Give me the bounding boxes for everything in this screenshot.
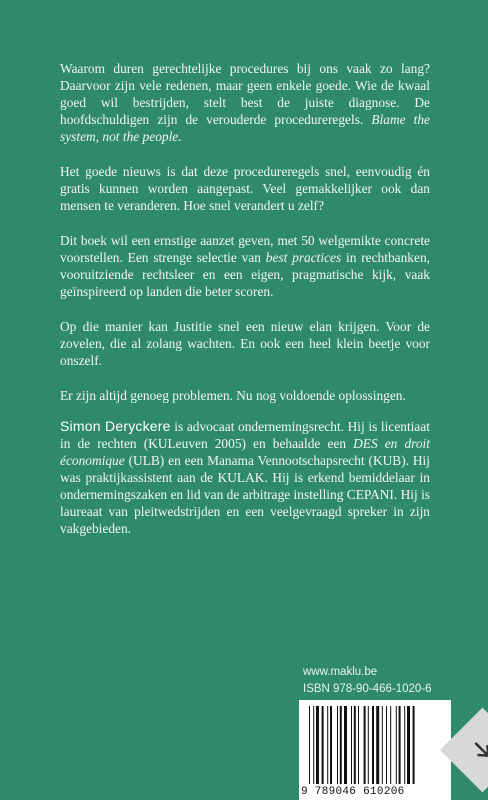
barcode-bar (340, 706, 342, 784)
barcode-bar (351, 706, 352, 784)
barcode-bar (358, 706, 359, 784)
barcode-bar (322, 706, 324, 784)
barcode-bar (399, 706, 401, 784)
isbn-label: ISBN 978-90-466-1020-6 (303, 683, 432, 695)
corner-arrow-icon (464, 732, 488, 769)
blurb-paragraph-4: Op die manier kan Justitie snel een nieuw elan krijgen. Voor de zovelen, die al zolang wachten. En ook een heel klein beetje voor onszelf. (60, 319, 430, 368)
publisher-url: www.maklu.be (303, 666, 378, 678)
barcode-bar (368, 706, 369, 784)
author-bio (60, 418, 430, 537)
barcode-bar (364, 706, 366, 784)
barcode-bar (382, 706, 383, 784)
blurb (60, 60, 430, 404)
barcode-bar (316, 706, 319, 784)
barcode-bar (330, 706, 332, 784)
author-name: Simon Deryckere (60, 418, 171, 434)
blurb-paragraph-3: Dit boek wil een ernstige aanzet geven, met 50 welgemikte concrete voorstellen. Een strenge selectie van best practices in rechtbanken, vooruitziende rechtsleer en een eigen, pragmatische kijk, vaak geïnspireerd op landen die beter scoren. (60, 233, 430, 299)
barcode-bar (309, 706, 310, 784)
blurb-italic-quote: Blame the system, not the people. (60, 112, 430, 144)
author-degree-italic: DES en droit économique (60, 436, 430, 468)
barcode-bars (307, 706, 443, 784)
barcode-number: 9 789046 610206 (301, 786, 405, 798)
blurb-paragraph-5: Er zijn altijd genoeg problemen. Nu nog voldoende oplossingen. (60, 388, 406, 403)
blurb-italic-term: best practices (265, 250, 342, 265)
barcode (299, 700, 451, 800)
barcode-bar (407, 706, 410, 784)
barcode-bar (413, 706, 415, 784)
barcode-bar (327, 706, 328, 784)
barcode-bar (344, 706, 347, 784)
author-bio-text: Simon Deryckere is advocaat ondernemingsrecht. Hij is licentiaat in de rechten (KULeuven 2005) en behaalde een DES en droit économique (ULB) en een Manama Vennootschapsrecht (KUB). Hij was praktijkassistent aan de KULAK. Hij is erkend bemiddelaar in ondernemingszaken en lid van de arbitrage instelling CEPANI. Hij is laureaat van pleitwedstrijden en een veelgevraagd spreker in zijn vakgebieden. (60, 418, 431, 536)
barcode-bar (386, 706, 387, 784)
barcode-bar (354, 706, 356, 784)
publisher-info (303, 664, 432, 698)
barcode-bar (376, 706, 379, 784)
blurb-paragraph-2: Het goede nieuws is dat deze procedureregels snel, eenvoudig én gratis kunnen worden aangepast. Veel gemakkelijker ook dan mensen te veranderen. Hoe snel verandert u zelf? (60, 164, 430, 213)
barcode-bar (390, 706, 391, 784)
barcode-bar (313, 706, 314, 784)
barcode-bar (372, 706, 374, 784)
blurb-paragraph-1: Waarom duren gerechtelijke procedures bij ons vaak zo lang? Daarvoor zijn vele redenen, maar geen enkele goede. Wie de kwaal goed wil bestrijden, stelt best de juiste diagnose. De hoofdschuldigen zijn de verouderde procedureregels. Blame the system, not the people. (60, 61, 430, 144)
barcode-bar (337, 706, 338, 784)
barcode-bar (404, 706, 405, 784)
barcode-bar (396, 706, 397, 784)
